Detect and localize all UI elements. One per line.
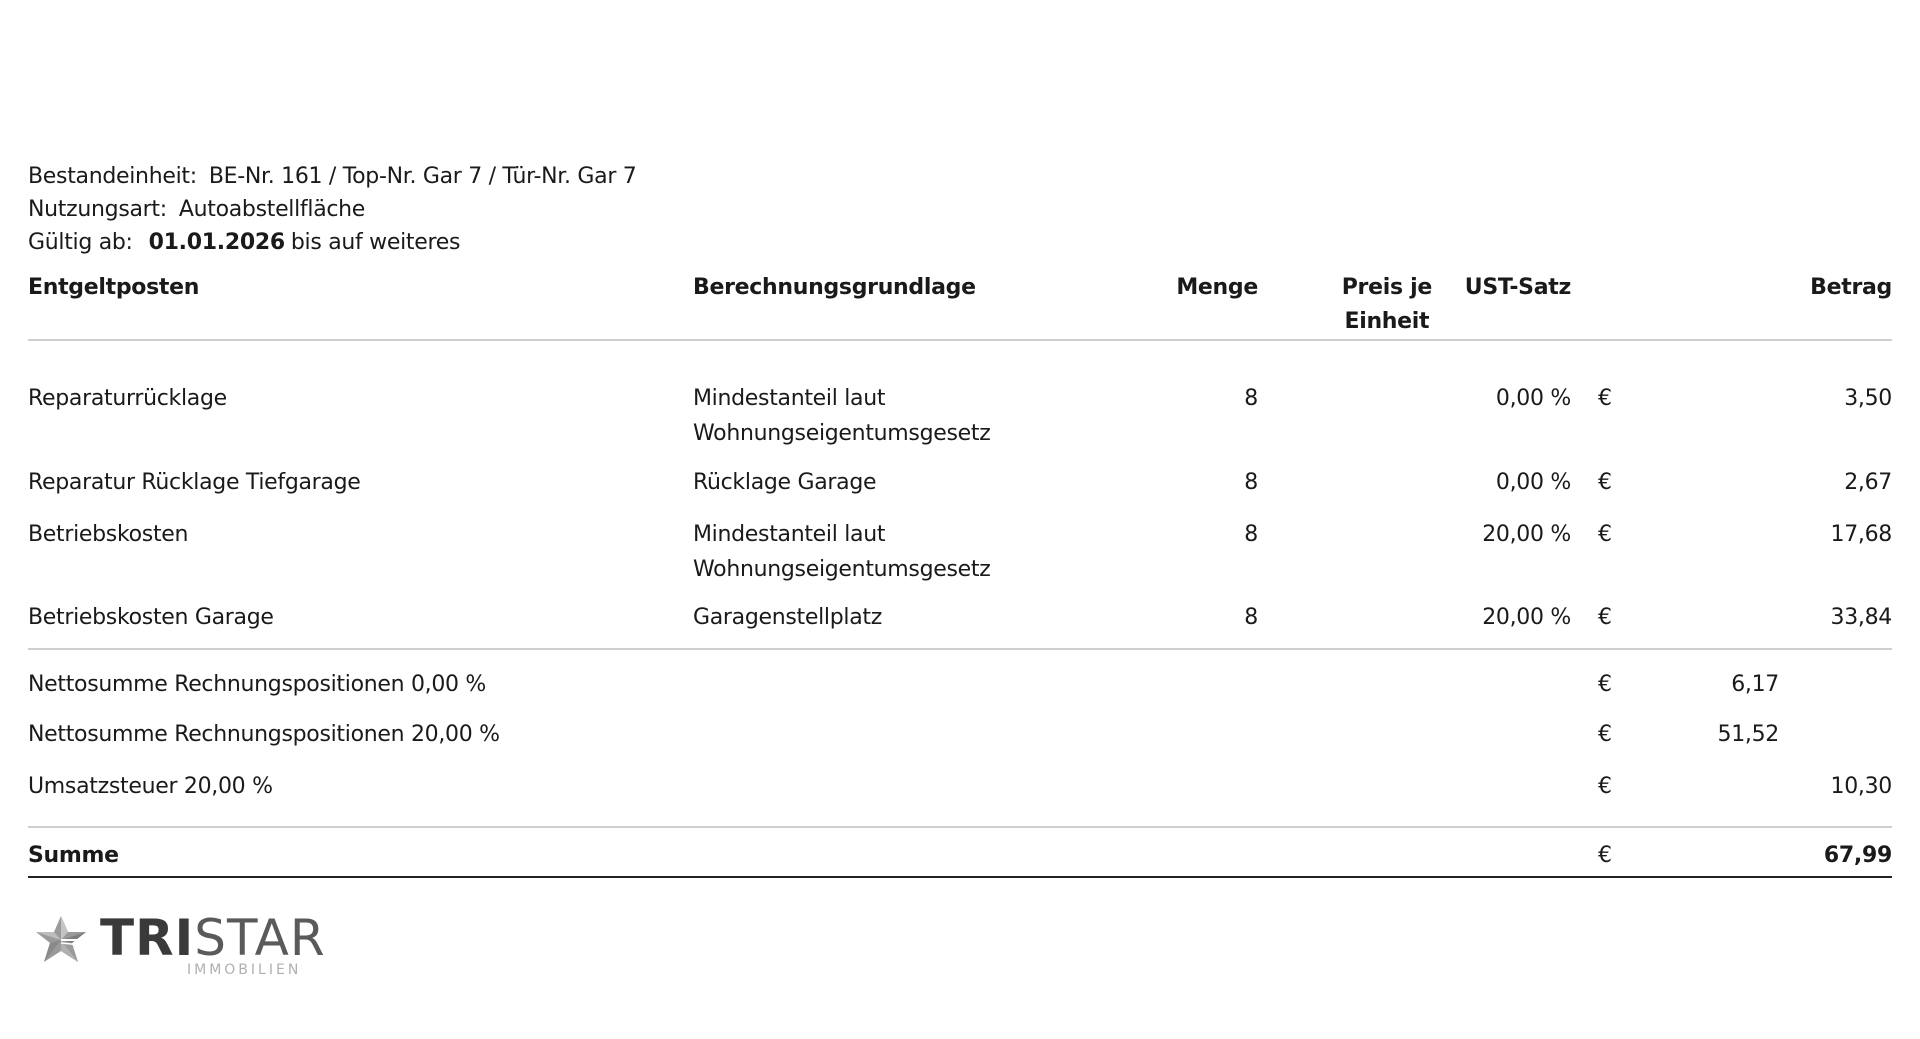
gueltig-suffix: bis auf weiteres — [290, 230, 461, 255]
row-basis — [693, 381, 990, 451]
subtotal-currency: € — [1598, 722, 1612, 747]
gueltig-label: Gültig ab: — [28, 230, 133, 255]
table-header — [28, 271, 1892, 339]
row-basis-line2: Wohnungseigentumsgesetz — [693, 557, 991, 582]
logo-subtitle: IMMOBILIEN — [187, 962, 302, 978]
bestandeinheit-line — [28, 160, 1892, 193]
header-preis-line1: Preis je — [1341, 275, 1432, 300]
bestandeinheit-label: Bestandeinheit: — [28, 164, 197, 189]
subtotal-value: 6,17 — [1731, 672, 1779, 697]
logo-name-bold: TRI — [100, 909, 195, 967]
subtotal-row — [28, 667, 1892, 717]
header-entgeltposten: Entgeltposten — [28, 275, 200, 300]
row-betrag: 2,67 — [1844, 470, 1892, 495]
row-basis: Rücklage Garage — [693, 470, 877, 495]
table-row — [28, 465, 1892, 517]
table-row — [28, 600, 1892, 648]
row-betrag: 3,50 — [1844, 386, 1892, 411]
row-item: Betriebskosten — [28, 522, 189, 547]
subtotal-row — [28, 717, 1892, 769]
nutzungsart-line — [28, 193, 1892, 226]
gueltig-date: 01.01.2026 — [148, 230, 285, 255]
tax-label: Umsatzsteuer 20,00 % — [28, 774, 273, 799]
total-underline — [28, 876, 1892, 878]
subtotal-label: Nettosumme Rechnungspositionen 20,00 % — [28, 722, 500, 747]
gueltig-line — [28, 226, 1892, 259]
header-ust-satz: UST-Satz — [1464, 275, 1571, 300]
row-item: Reparaturrücklage — [28, 386, 227, 411]
row-betrag: 33,84 — [1830, 605, 1892, 630]
row-item: Reparatur Rücklage Tiefgarage — [28, 470, 361, 495]
tristar-logo — [28, 910, 328, 980]
row-ust: 20,00 % — [1482, 522, 1571, 547]
invoice-page — [28, 160, 1892, 878]
table-row — [28, 517, 1892, 600]
total-currency: € — [1598, 843, 1612, 868]
logo-wordmark — [100, 908, 326, 968]
star-logo-icon — [28, 912, 94, 970]
row-basis-line2: Wohnungseigentumsgesetz — [693, 421, 991, 446]
total-label: Summe — [28, 843, 119, 868]
header-betrag: Betrag — [1810, 275, 1892, 300]
row-ust: 0,00 % — [1495, 386, 1571, 411]
row-betrag: 17,68 — [1830, 522, 1892, 547]
row-menge: 8 — [1244, 605, 1258, 630]
row-menge: 8 — [1244, 522, 1258, 547]
subtotal-currency: € — [1598, 672, 1612, 697]
header-berechnungsgrundlage: Berechnungsgrundlage — [693, 275, 976, 300]
row-menge: 8 — [1244, 470, 1258, 495]
row-basis-line1: Mindestanteil laut — [693, 386, 886, 411]
row-basis — [693, 517, 990, 587]
row-item: Betriebskosten Garage — [28, 605, 274, 630]
row-currency: € — [1598, 605, 1612, 630]
row-currency: € — [1598, 386, 1612, 411]
header-preis — [1342, 271, 1432, 339]
row-currency: € — [1598, 522, 1612, 547]
row-ust: 20,00 % — [1482, 605, 1571, 630]
row-currency: € — [1598, 470, 1612, 495]
bestandeinheit-value: BE-Nr. 161 / Top-Nr. Gar 7 / Tür-Nr. Gar 7 — [208, 164, 637, 189]
row-menge: 8 — [1244, 386, 1258, 411]
subtotal-label: Nettosumme Rechnungspositionen 0,00 % — [28, 672, 487, 697]
total-row — [28, 838, 1892, 876]
nutzungsart-label: Nutzungsart: — [28, 197, 167, 222]
row-ust: 0,00 % — [1495, 470, 1571, 495]
tax-value: 10,30 — [1830, 774, 1892, 799]
row-basis-line1: Mindestanteil laut — [693, 522, 886, 547]
row-basis: Garagenstellplatz — [693, 605, 882, 630]
total-value: 67,99 — [1823, 843, 1892, 868]
header-preis-line2: Einheit — [1344, 309, 1430, 334]
logo-name-regular: STAR — [194, 909, 326, 967]
table-row — [28, 381, 1892, 465]
tax-row — [28, 769, 1892, 822]
header-menge: Menge — [1176, 275, 1258, 300]
tax-currency: € — [1598, 774, 1612, 799]
nutzungsart-value: Autoabstellfläche — [178, 197, 366, 222]
subtotal-value: 51,52 — [1717, 722, 1779, 747]
